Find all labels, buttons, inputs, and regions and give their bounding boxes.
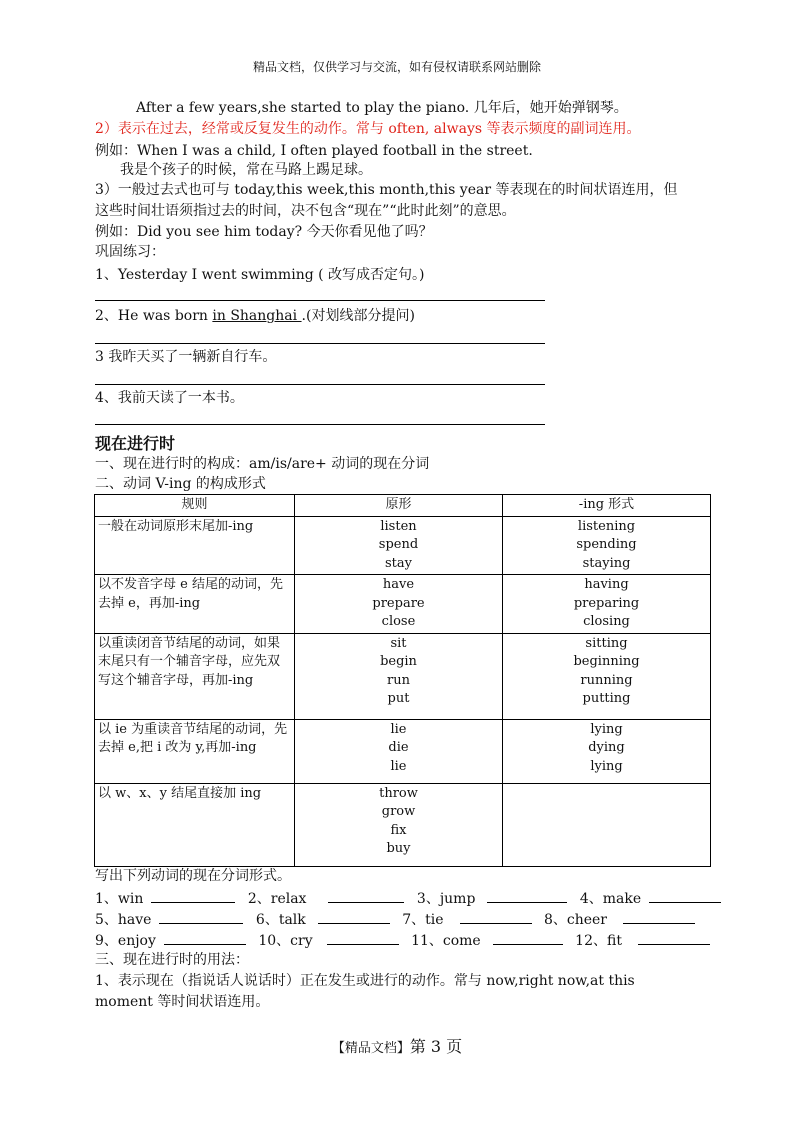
- rule-cell: 以不发音字母 e 结尾的动词，先去掉 e，再加-ing: [95, 575, 295, 634]
- answer-blank[interactable]: [493, 930, 563, 945]
- base-word: run: [387, 672, 410, 688]
- ing-word: staying: [582, 555, 631, 571]
- answer-line-4: [95, 424, 545, 425]
- page-footer: [0, 1034, 794, 1057]
- answer-blank[interactable]: [623, 909, 695, 924]
- usage-2: 2）表示在过去，经常或反复发生的动作。常与 often, always 等表示频度的副词连用。: [95, 121, 641, 137]
- footer-tag: 【精品文档】: [331, 1041, 410, 1056]
- page-header: 精品文档，仅供学习与交流，如有侵权请联系网站删除: [252, 60, 541, 74]
- answer-blank[interactable]: [649, 888, 721, 903]
- exercise-row: [95, 909, 703, 930]
- ing-word: dying: [588, 740, 625, 755]
- exercise-item: 3、jump: [416, 891, 476, 907]
- ing-word: listening: [577, 518, 636, 534]
- exercise-item: 5、have: [95, 912, 152, 928]
- answer-blank[interactable]: [327, 930, 399, 945]
- rule-cell: 以 w、x、y 结尾直接加 ing: [95, 783, 295, 866]
- exercise-item: 12、fit: [575, 933, 622, 949]
- exercise-row: [95, 888, 729, 909]
- base-cell: [295, 575, 503, 634]
- base-word: stay: [385, 555, 412, 571]
- base-word: fix: [390, 822, 407, 838]
- base-word: spend: [378, 537, 419, 552]
- ing-word: sitting: [585, 635, 628, 651]
- ing-word: closing: [583, 614, 630, 629]
- ing-word: lying: [590, 721, 623, 737]
- base-word: begin: [380, 654, 417, 669]
- practice-4: 4、我前天读了一本书。: [95, 390, 244, 406]
- exercise-row: [95, 930, 718, 951]
- answer-line-1: [95, 300, 545, 301]
- form-line: 一、现在进行时的构成：am/is/are+ 动词的现在分词: [95, 456, 430, 472]
- example-2-cn: 我是个孩子的时候，常在马路上踢足球。: [120, 162, 372, 178]
- answer-blank[interactable]: [328, 888, 404, 903]
- ing-cell: [503, 516, 711, 575]
- exercise-title: 写出下列动词的现在分词形式。: [95, 868, 291, 884]
- exercise-item: 2、relax: [247, 891, 307, 907]
- ing-word: spending: [576, 537, 637, 552]
- practice-2-prefix: 2、He was born: [95, 308, 213, 324]
- usage-title: 三、现在进行时的用法：: [95, 952, 249, 968]
- base-word: die: [388, 740, 409, 755]
- answer-line-2: [95, 343, 545, 344]
- usage-1-line1: 1、表示现在（指说话人说话时）正在发生或进行的动作。常与 now,right now,at this: [95, 973, 635, 989]
- ing-word: putting: [582, 691, 631, 706]
- base-word: lie: [390, 758, 407, 774]
- base-word: put: [387, 691, 410, 706]
- ing-cell: [503, 633, 711, 719]
- ing-word: lying: [590, 758, 623, 774]
- base-word: listen: [380, 518, 417, 534]
- practice-2: [95, 306, 415, 326]
- ing-word: beginning: [573, 654, 640, 669]
- rule-cell: 一般在动词原形末尾加-ing: [95, 516, 295, 575]
- table-row: [95, 719, 711, 783]
- base-word: lie: [390, 721, 407, 737]
- answer-blank[interactable]: [164, 930, 246, 945]
- base-word: close: [381, 614, 416, 629]
- example-2-en: 例如：When I was a child, I often played football in the street.: [95, 143, 533, 159]
- base-word: grow: [381, 804, 416, 819]
- base-word: have: [382, 577, 415, 592]
- answer-blank[interactable]: [638, 930, 710, 945]
- base-word: prepare: [372, 595, 425, 611]
- ing-word: running: [580, 672, 633, 688]
- exercise-item: 9、enjoy: [95, 933, 156, 949]
- answer-line-3: [95, 384, 545, 385]
- ving-title: 二、动词 V-ing 的构成形式: [95, 476, 266, 492]
- base-cell: [295, 783, 503, 866]
- usage-1-line2: moment 等时间状语连用。: [95, 994, 270, 1010]
- page-number: 第 3 页: [409, 1037, 463, 1056]
- exercise-item: 6、talk: [255, 912, 306, 928]
- ing-cell-empty: [503, 783, 711, 866]
- exercise-item: 4、make: [579, 891, 642, 907]
- table-header-row: [95, 495, 711, 517]
- practice-3: 3 我昨天买了一辆新自行车。: [95, 349, 277, 365]
- practice-1: 1、Yesterday I went swimming ( 改写成否定句。): [95, 267, 425, 283]
- header-rule: 规则: [95, 495, 295, 517]
- table-row: [95, 783, 711, 866]
- ing-cell: [503, 719, 711, 783]
- usage-3-line2: 这些时间壮语须指过去的时间，决不包含“现在”“此时此刻”的意思。: [95, 203, 516, 219]
- rule-cell: 以 ie 为重读音节结尾的动词，先去掉 e,把 i 改为 y,再加-ing: [95, 719, 295, 783]
- practice-2-tail: .(对划线部分提问): [301, 308, 415, 324]
- answer-blank[interactable]: [487, 888, 567, 903]
- table-row: [95, 575, 711, 634]
- header-ing: -ing 形式: [503, 495, 711, 517]
- practice-title: 巩固练习：: [95, 244, 165, 260]
- base-cell: [295, 633, 503, 719]
- example-3: 例如：Did you see him today? 今天你看见他了吗？: [95, 224, 433, 240]
- base-word: buy: [386, 841, 411, 856]
- answer-blank[interactable]: [159, 909, 243, 924]
- practice-2-underlined: in Shanghai: [212, 308, 302, 324]
- answer-blank[interactable]: [460, 909, 532, 924]
- table-row: [95, 633, 711, 719]
- exercise-item: 1、win: [95, 891, 144, 907]
- answer-blank[interactable]: [151, 888, 235, 903]
- exercise-item: 10、cry: [258, 933, 313, 949]
- usage-3-line1: 3）一般过去式也可与 today,this week,this month,this year 等表现在的时间状语连用，但: [95, 182, 678, 198]
- header-base: 原形: [295, 495, 503, 517]
- exercise-item: 11、come: [411, 933, 481, 949]
- example-line: After a few years,she started to play the piano. 几年后，她开始弹钢琴。: [136, 100, 628, 116]
- ing-word: having: [584, 577, 629, 592]
- ving-rules-table: [94, 494, 711, 867]
- base-cell: [295, 516, 503, 575]
- exercise-item: 7、tie: [402, 912, 444, 928]
- base-word: sit: [390, 635, 407, 651]
- ing-word: preparing: [573, 595, 640, 611]
- rule-cell: 以重读闭音节结尾的动词，如果末尾只有一个辅音字母，应先双写这个辅音字母，再加-ing: [95, 633, 295, 719]
- base-cell: [295, 719, 503, 783]
- section-title: 现在进行时: [95, 434, 176, 453]
- exercise-item: 8、cheer: [543, 912, 607, 928]
- answer-blank[interactable]: [318, 909, 390, 924]
- ing-cell: [503, 575, 711, 634]
- table-row: [95, 516, 711, 575]
- base-word: throw: [379, 785, 418, 801]
